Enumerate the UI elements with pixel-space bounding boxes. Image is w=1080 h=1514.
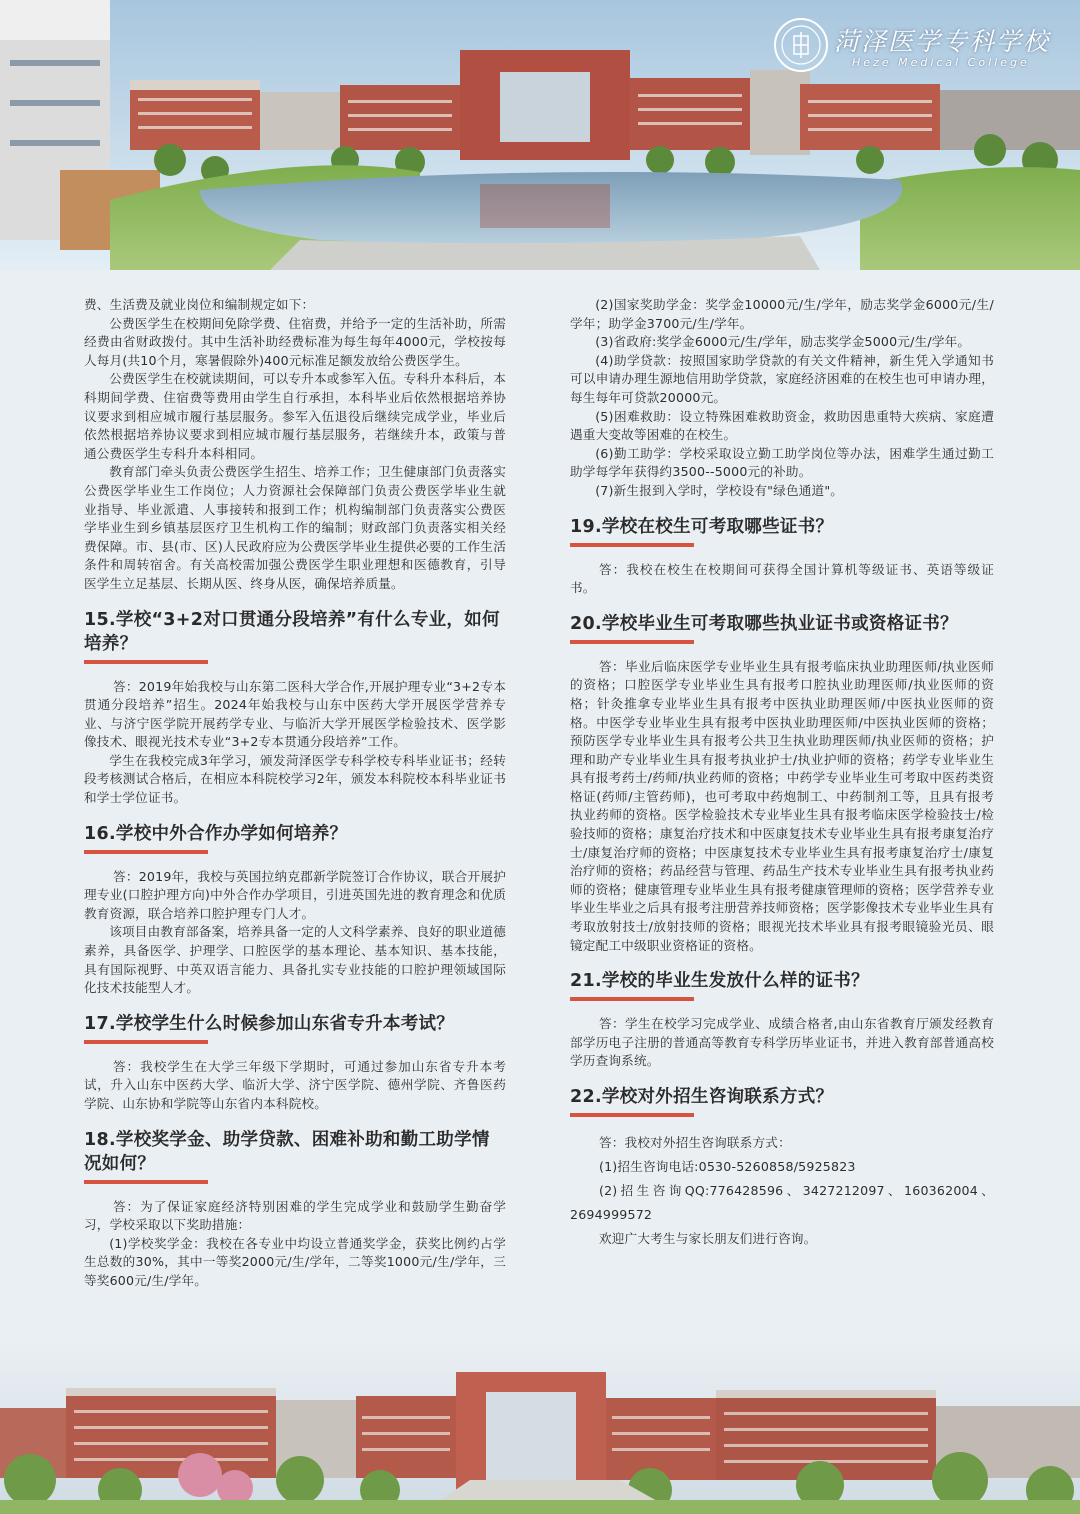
paragraph: 答：为了保证家庭经济特别困难的学生完成学业和鼓励学生勤奋学习，学校采取以下奖助措施： (84, 1198, 506, 1233)
paragraph: (7)新生报到入学时，学校设有"绿色通道"。 (595, 482, 844, 498)
section-q17 (84, 1012, 506, 1114)
contact-qq: (2)招生咨询QQ:776428596、3427212097、160362004、2694999572 (570, 1183, 994, 1222)
campus-illustration-bottom (0, 1340, 1080, 1514)
section-q18 (84, 1128, 506, 1291)
paragraph: (1)学校奖学金：我校在各专业中均设立普通奖学金，获奖比例约占学生总数的30%，其中一等奖2000元/生/学年，二等奖1000元/生/学年，三等奖600元/生/学年。 (84, 1235, 506, 1288)
paragraph: (4)助学贷款：按照国家助学贷款的有关文件精神，新生凭入学通知书可以申请办理生源地信用助学贷款，家庭经济困难的在校生也可申请办理，每生每年可贷款20000元。 (570, 352, 994, 405)
paragraph: (6)勤工助学：学校采取设立勤工助学岗位等办法，困难学生通过勤工助学每学年获得约3500--5000元的补助。 (570, 445, 994, 480)
paragraph: 公费医学生在校就读期间，可以专升本或参军入伍。专科升本科后，本科期间学费、住宿费等费用由学生自行承担，本科毕业后依然根据培养协议要求到相应城市履行基层服务。参军入伍退役后继续完成学业，毕业后依然根据培养协议要求到相应城市履行基层服务，若继续升本，政策与普通公费医学生专科升本科相同。 (84, 371, 506, 461)
section-q15 (84, 608, 506, 808)
paragraph: 答：学生在校学习完成学业、成绩合格者,由山东省教育厅颁发经教育部学历电子注册的普通高等教育专科学历毕业证书，并进入教育部普通高校学历查询系统。 (570, 1016, 994, 1069)
paragraph: (5)困难救助：设立特殊困难救助资金，救助因患重特大疾病、家庭遭遇重大变故等困难的在校生。 (570, 408, 994, 443)
section-q22 (570, 1085, 994, 1251)
paragraph: 公费医学生在校期间免除学费、住宿费，并给予一定的生活补助，所需经费由省财政拨付。其中生活补助经费标准为每生每年4000元，学校按每人每月(共10个月，寒暑假除外)400元标准足额发放给公费医学生。 (84, 315, 506, 368)
campus-banner-bottom (0, 1340, 1080, 1514)
question-heading: 20.学校毕业生可考取哪些执业证书或资格证书？ (570, 613, 958, 634)
paragraph: 答：毕业后临床医学专业毕业生具有报考临床执业助理医师/执业医师的资格；口腔医学专业毕业生具有报考口腔执业助理医师/执业医师的资格；针灸推拿专业毕业生具有报考中医执业助理医师/中医执业医师的资格。中医学专业毕业生具有报考中医执业助理医师/中医执业医师的资格；预防医学专业毕业生具有报考公共卫生执业助理医师/执业医师的资格；护理和助产专业毕业生具有报考执业护士/执业护师的资格；药学专业毕业生具有报考药士/药师/执业药师的资格；中药学专业毕业生可考取中医药类资格证(药师/主管药师)，也可考取中药炮制工、中药制剂工等，且具有报考执业药师的资格。医学检验技术专业毕业生具有报考临床医学检验技士/检验技师的资格；康复治疗技术和中医康复技术专业毕业生具有报考康复治疗士/康复治疗师的资格；中医康复技术专业毕业生具有报考康复治疗士/康复治疗师的资格；药品经营与管理、药品生产技术专业毕业生具有报考执业药师的资格；健康管理专业毕业生具有报考健康管理师的资格；医学营养专业毕业生毕业之后具有报考注册营养技师资格；医学影像技术专业毕业生具有考取放射技士/放射技师的资格；眼视光技术毕业具有报考眼镜验光员、眼镜定配工中级职业资格证的资格。 (570, 658, 994, 953)
question-heading: 19.学校在校生可考取哪些证书？ (570, 516, 834, 537)
question-heading: 21.学校的毕业生发放什么样的证书？ (570, 971, 869, 992)
paragraph: (3)省政府:奖学金6000元/生/学年，励志奖学金5000元/生/学年。 (595, 334, 971, 350)
question-heading: 15.学校“3+2对口贯通分段培养”有什么专业，如何培养？ (84, 609, 500, 654)
question-heading: 22.学校对外招生咨询联系方式？ (570, 1087, 834, 1107)
paragraph: 答：2019年始我校与山东第二医科大学合作,开展护理专业“3+2专本贯通分段培养”招生。2024年始我校与山东中医药大学开展医学营养专业、与济宁医学院开展药学专业、与临沂大学开展医学检验技术、医学影像技术、眼视光技术专业“3+2专本贯通分段培养”工作。 (84, 678, 506, 750)
contact-phone: (1)招生咨询电话:0530-5260858/5925823 (598, 1159, 856, 1174)
paragraph: 该项目由教育部备案，培养具备一定的人文科学素养、良好的职业道德素养，具备医学、护理学、口腔医学的基本理论、基本知识、基本技能，具有国际视野、中英双语言能力、具备扎实专业技能的口腔护理领域国际化技术技能型人才。 (84, 924, 506, 996)
section-q19 (570, 515, 994, 598)
paragraph: 答：2019年，我校与英国拉纳克郡新学院签订合作协议，联合开展护理专业(口腔护理方向)中外合作办学项目，引进英国先进的教育理念和优质教育资源，联合培养口腔护理专门人才。 (84, 868, 506, 921)
school-name-cn: 菏泽医学专科学校 (834, 27, 1051, 56)
paragraph: 教育部门牵头负责公费医学生招生、培养工作；卫生健康部门负责落实公费医学毕业生工作岗位；人力资源社会保障部门负责公费医学毕业生就业指导、毕业派遣、人事接转和报到工作；机构编制部门负责落实公费医学毕业生到乡镇基层医疗卫生机构工作的编制；财政部门负责落实相关经费保障。市、县(市、区)人民政府应为公费医学毕业生提供必要的工作生活条件和周转宿舍。有关高校需加强公费医学生职业理想和医德教育，引导医学生立足基层、长期从医、终身从医，确保培养质量。 (84, 464, 506, 591)
question-heading: 18.学校奖学金、助学贷款、困难补助和勤工助学情况如何？ (84, 1129, 490, 1174)
school-name-en: Heze Medical College (852, 56, 1030, 69)
school-logo (772, 16, 1051, 78)
paragraph: 答：我校对外招生咨询联系方式： (598, 1135, 791, 1150)
school-seal-icon (772, 16, 830, 74)
section-q16 (84, 822, 506, 998)
paragraph: 费、生活费及就业岗位和编制规定如下： (84, 297, 315, 312)
right-column (570, 296, 994, 1251)
paragraph: 学生在我校完成3年学习，颁发菏泽医学专科学校专科毕业证书；经转段考核测试合格后，在相应本科院校学习2年，颁发本科院校本科毕业证书和学士学位证书。 (84, 752, 506, 806)
paragraph: 欢迎广大考生与家长朋友们进行咨询。 (598, 1231, 817, 1246)
campus-banner-top (0, 0, 1080, 270)
question-heading: 16.学校中外合作办学如何培养？ (84, 823, 348, 844)
question-heading: 17.学校学生什么时候参加山东省专升本考试？ (84, 1013, 455, 1034)
section-q20 (570, 612, 994, 956)
left-column (84, 296, 506, 1291)
paragraph: 答：我校学生在大学三年级下学期时，可通过参加山东省专升本考试，升入山东中医药大学、临沂大学、济宁医学院、德州学院、齐鲁医药学院、山东协和学院等山东省内本科院校。 (84, 1058, 506, 1111)
paragraph: 答：我校在校生在校期间可获得全国计算机等级证书、英语等级证书。 (570, 561, 994, 596)
paragraph: (2)国家奖助学金：奖学金10000元/生/学年，励志奖学金6000元/生/学年；助学金3700元/生/学年。 (570, 297, 994, 331)
section-q21 (570, 969, 994, 1071)
